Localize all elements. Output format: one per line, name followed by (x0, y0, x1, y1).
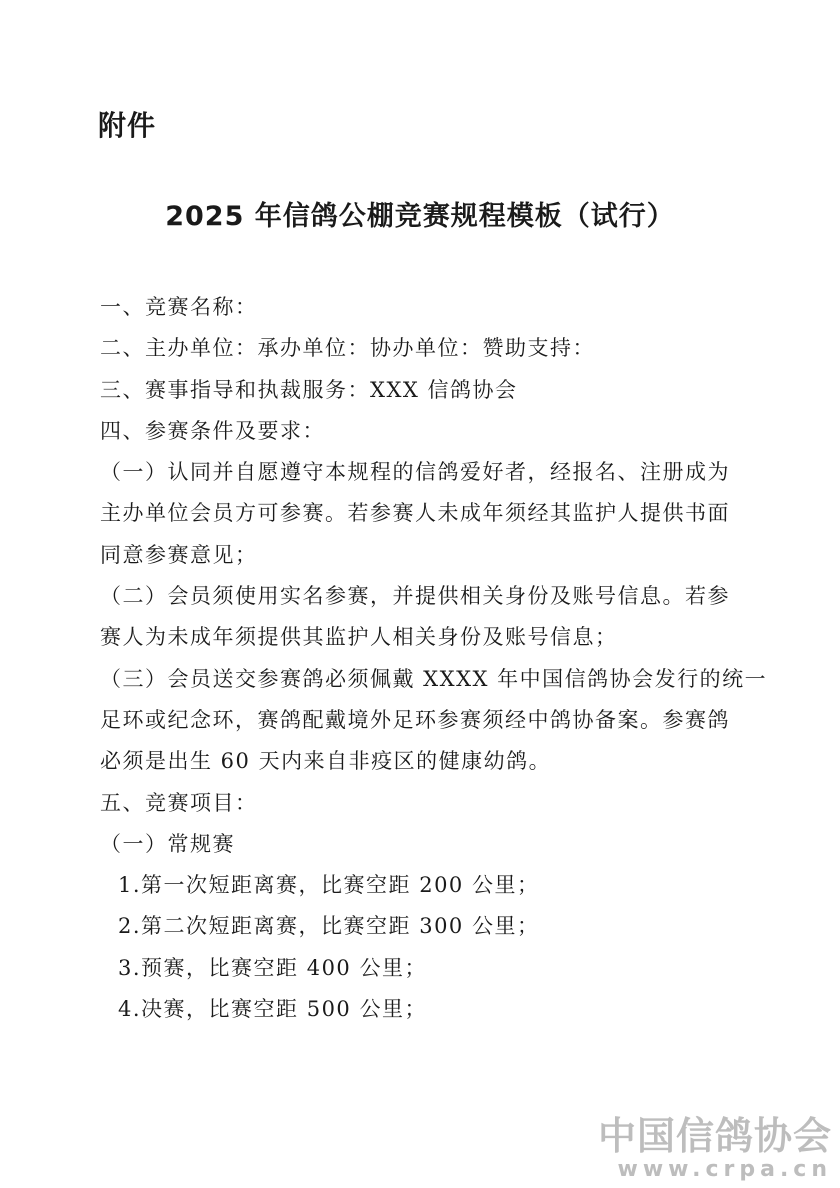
event-item-1: 1.第一次短距离赛，比赛空距 200 公里； (118, 873, 540, 898)
requirement-1-line-3: 同意参赛意见； (100, 542, 258, 567)
event-item-2: 2.第二次短距离赛，比赛空距 300 公里； (118, 914, 540, 939)
watermark-url: www.crpa.cn (617, 1157, 832, 1182)
document-title: 2025 年信鸽公棚竞赛规程模板（试行） (165, 201, 675, 232)
watermark (598, 1116, 832, 1184)
event-category-regular: （一）常规赛 (100, 831, 235, 856)
requirement-2-line-2: 赛人为未成年须提供其监护人相关身份及账号信息； (100, 625, 618, 650)
requirement-2-line-1: （二）会员须使用实名参赛，并提供相关身份及账号信息。若参 (100, 584, 730, 609)
document-body (100, 287, 768, 1030)
requirement-3-line-3: 必须是出生 60 天内来自非疫区的健康幼鸽。 (100, 749, 552, 774)
attachment-label: 附件 (98, 109, 157, 142)
watermark-org-name: 中国信鸽协会 (597, 1114, 832, 1158)
event-item-4: 4.决赛，比赛空距 500 公里； (118, 997, 427, 1022)
requirement-1-line-1: （一）认同并自愿遵守本规程的信鸽爱好者，经报名、注册成为 (100, 460, 730, 485)
requirement-3-line-2: 足环或纪念环，赛鸽配戴境外足环参赛须经中鸽协备案。参赛鸽 (100, 707, 730, 732)
requirement-1-line-2: 主办单位会员方可参赛。若参赛人未成年须经其监护人提供书面 (100, 501, 730, 526)
section-competition-name: 一、竞赛名称： (100, 295, 258, 319)
section-organizers: 二、主办单位：承办单位：协办单位：赞助支持： (100, 336, 595, 361)
section-events: 五、竞赛项目： (100, 790, 258, 815)
section-guidance: 三、赛事指导和执裁服务：XXX 信鸽协会 (100, 377, 518, 402)
requirement-3-line-1: （三）会员送交参赛鸽必须佩戴 XXXX 年中国信鸽协会发行的统一 (100, 666, 768, 691)
section-requirements: 四、参赛条件及要求： (100, 418, 325, 443)
event-item-3: 3.预赛，比赛空距 400 公里； (118, 955, 427, 980)
